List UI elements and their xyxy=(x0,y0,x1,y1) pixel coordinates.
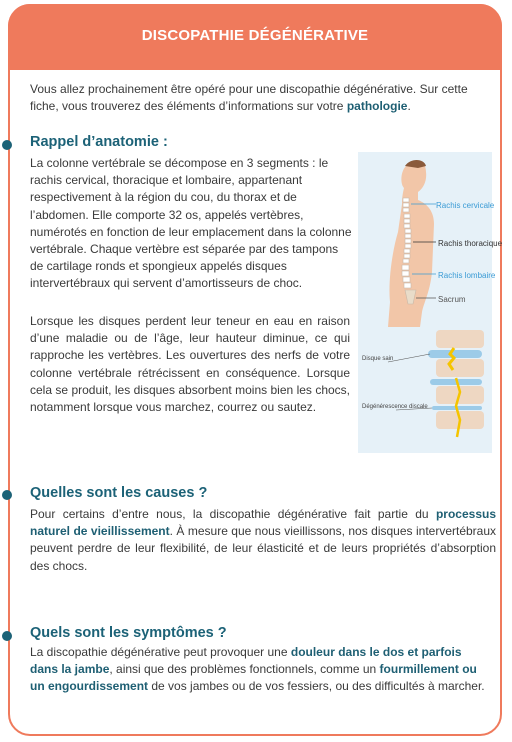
label-lumbar: Rachis lombaire xyxy=(438,271,496,280)
label-sacrum: Sacrum xyxy=(438,295,466,304)
label-healthy-disc: Disque sain xyxy=(362,356,394,362)
causes-paragraph xyxy=(30,506,496,575)
causes-text-1: Pour certains d’entre nous, la discopathie dégénérative fait partie du xyxy=(30,507,436,521)
section-bullet-causes xyxy=(2,490,12,500)
symptoms-text-3: de vos jambes ou de vos fessiers, ou des difficultés à marcher. xyxy=(148,679,485,694)
heading-causes: Quelles sont les causes ? xyxy=(30,485,208,501)
symptoms-highlight-1: douleur dans le dos et parfois dans la jambe xyxy=(30,645,462,677)
page-title: DISCOPATHIE DÉGÉNÉRATIVE xyxy=(141,27,369,44)
intro-end: . xyxy=(407,99,411,113)
spine-illustration xyxy=(358,152,503,453)
anatomy-paragraph-2: Lorsque les disques perdent leur teneur en eau en raison d’une maladie ou de l’âge, leur hauteur diminue, ce qui rapproche les vertèbres. Les ouvertures des nerfs de votre colonne vertébrale rétrécissent en conséquence. Lorsque cela se produit, les disques absorbent moins bien les chocs, notamment lorsque vous marchez, courrez ou sautez. xyxy=(30,314,350,415)
symptoms-paragraph xyxy=(30,644,486,696)
intro-text xyxy=(30,81,480,115)
causes-text-2: . À mesure que nous vieillissons, nos disques intervertébraux peuvent perdre de leur flexibilité, de leur élasticité et de leurs propriétés d’absorption des chocs. xyxy=(30,524,497,573)
anatomy-paragraph-1: La colonne vertébrale se décompose en 3 segments : le rachis cervical, thoracique et lombaire, appartenant respectivement à la région du cou, du thorax et de l’abdomen. Elle comporte 32 os, appelés vertèbres, numérotés en fonction de leur emplacement dans la colonne vertébrale. Chaque vertèbre est séparée par des tampons de cartilage ronds et spongieux appelés disques intervertébraux qui servent d’amortisseurs de choc. xyxy=(30,156,352,291)
heading-symptoms: Quels sont les symptômes ? xyxy=(30,625,227,641)
heading-anatomy: Rappel d’anatomie : xyxy=(30,134,168,150)
label-cervical: Rachis cervicale xyxy=(436,201,495,210)
section-bullet-symptoms xyxy=(2,631,12,641)
label-thoracic: Rachis thoracique xyxy=(438,239,503,248)
symptoms-text-2: , ainsi que des problèmes fonctionnels, comme un xyxy=(109,662,380,677)
intro-highlight: pathologie xyxy=(346,99,408,113)
header-banner xyxy=(8,4,502,70)
label-degeneration: Dégénérescence discale xyxy=(362,404,428,410)
symptoms-highlight-2: fourmillement ou un engourdissement xyxy=(30,662,477,694)
symptoms-text-1: La discopathie dégénérative peut provoquer une xyxy=(30,645,291,659)
causes-highlight: processus naturel de vieillissement xyxy=(30,507,496,539)
intro-sentence: Vous allez prochainement être opéré pour une discopathie dégénérative. Sur cette fiche, vous trouverez des éléments d’informations sur votre xyxy=(30,82,468,113)
section-bullet-anatomy xyxy=(2,140,12,150)
